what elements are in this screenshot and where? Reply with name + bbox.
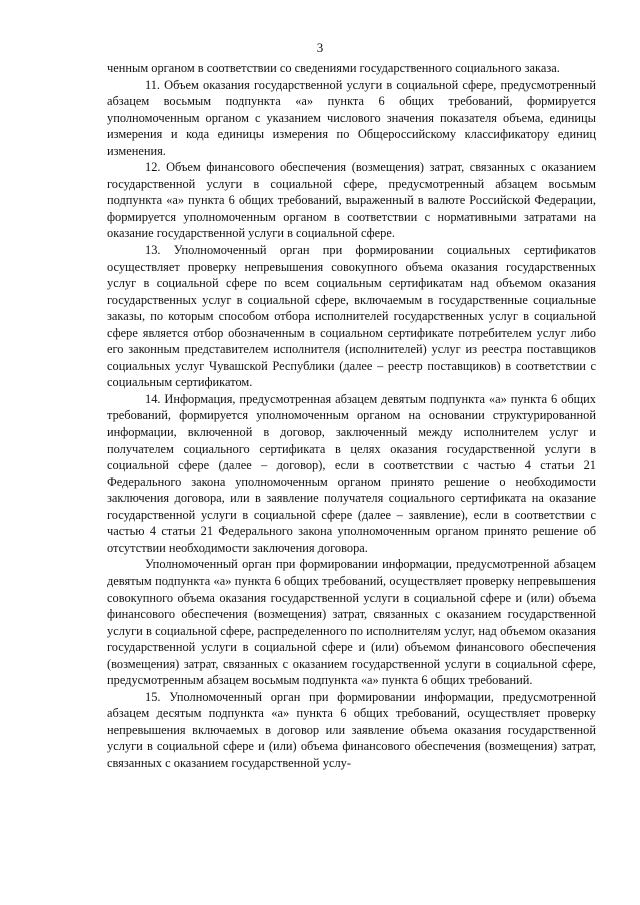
paragraph-item-15: 15. Уполномоченный орган при формировании информации, предусмотренной абзацем десятым подпункта «а» пункта 6 общих требований, осуществляет проверку непревышения включаемых в договор или заявление объема оказания государственной услуги в социальной сфере и (или) объема финансового обеспечения (возмещения) затрат, связанных с оказанием государственной услу- — [107, 689, 596, 770]
paragraph-item-14: 14. Информация, предусмотренная абзацем девятым подпункта «а» пункта 6 общих требований, формируется уполномоченным органом на основании структурированной информации, включенной в договор, заключенный между исполнителем услуг и получателем социального сертификата в целях оказания государственной услуги в социальной сфере (далее – договор), если в соответствии с частью 4 статьи 21 Федерального закона уполномоченным органом принято решение о необходимости заключения договора, или в заявление получателя социального сертификата на оказание государственной услуги в социальной сфере (далее – заявление), если в соответствии с частью 4 статьи 21 Федерального закона уполномоченным органом принято решение об отсутствии необходимости заключения договора. — [107, 391, 596, 555]
page-number: 3 — [316, 40, 324, 55]
paragraph: ченным органом в соответствии со сведениями государственного социального заказа. — [107, 61, 560, 75]
paragraph-item-12: 12. Объем финансового обеспечения (возмещения) затрат, связанных с оказанием государственной услуги в социальной сфере, предусмотренный абзацем восьмым подпункта «а» пункта 6 общих требований, выраженный в валюте Российской Федерации, формируется уполномоченным органом в соответствии с нормативными затратами на оказание государственной услуги в социальной сфере. — [107, 160, 596, 241]
paragraph: Уполномоченный орган при формировании информации, предусмотренной абзацем девятым подпункта «а» пункта 6 общих требований, осуществляет проверку непревышения совокупного объема оказания государственной услуги в социальной сфере и (или) объема финансового обеспечения (возмещения) затрат, связанных с оказанием государственной услуги в социальной сфере, распределенного по исполнителям услуг, над объемом оказания государственной услуги в социальной сфере и (или) объемом финансового обеспечения (возмещения) затрат, связанных с оказанием государственной услуги в социальной сфере, предусмотренным абзацем восьмым подпункта «а» пункта 6 общих требований. — [107, 557, 596, 688]
document-body — [107, 60, 596, 772]
paragraph-item-13: 13. Уполномоченный орган при формировании социальных сертификатов осуществляет проверку непревышения совокупного объема оказания государственных услуг в социальной сфере по всем социальным сертификатам над объемом оказания государственных услуг в социальной сфере, включаемым в государственные социальные заказы, по которым способом отбора исполнителей государственных услуг в социальной сфере является отбор обозначенным в социальном сертификате потребителем услуг либо его законным представителем исполнителя (исполнителей) услуг из реестра поставщиков социальных услуг Чувашской Республики (далее – реестр поставщиков) в соответствии с социальным сертификатом. — [107, 243, 596, 390]
paragraph-item-11: 11. Объем оказания государственной услуги в социальной сфере, предусмотренный абзацем восьмым подпункта «а» пункта 6 общих требований, формируется уполномоченным органом с указанием числового значения показателя объема, единицы измерения и кода единицы измерения по Общероссийскому классификатору единиц изменения. — [107, 77, 596, 158]
